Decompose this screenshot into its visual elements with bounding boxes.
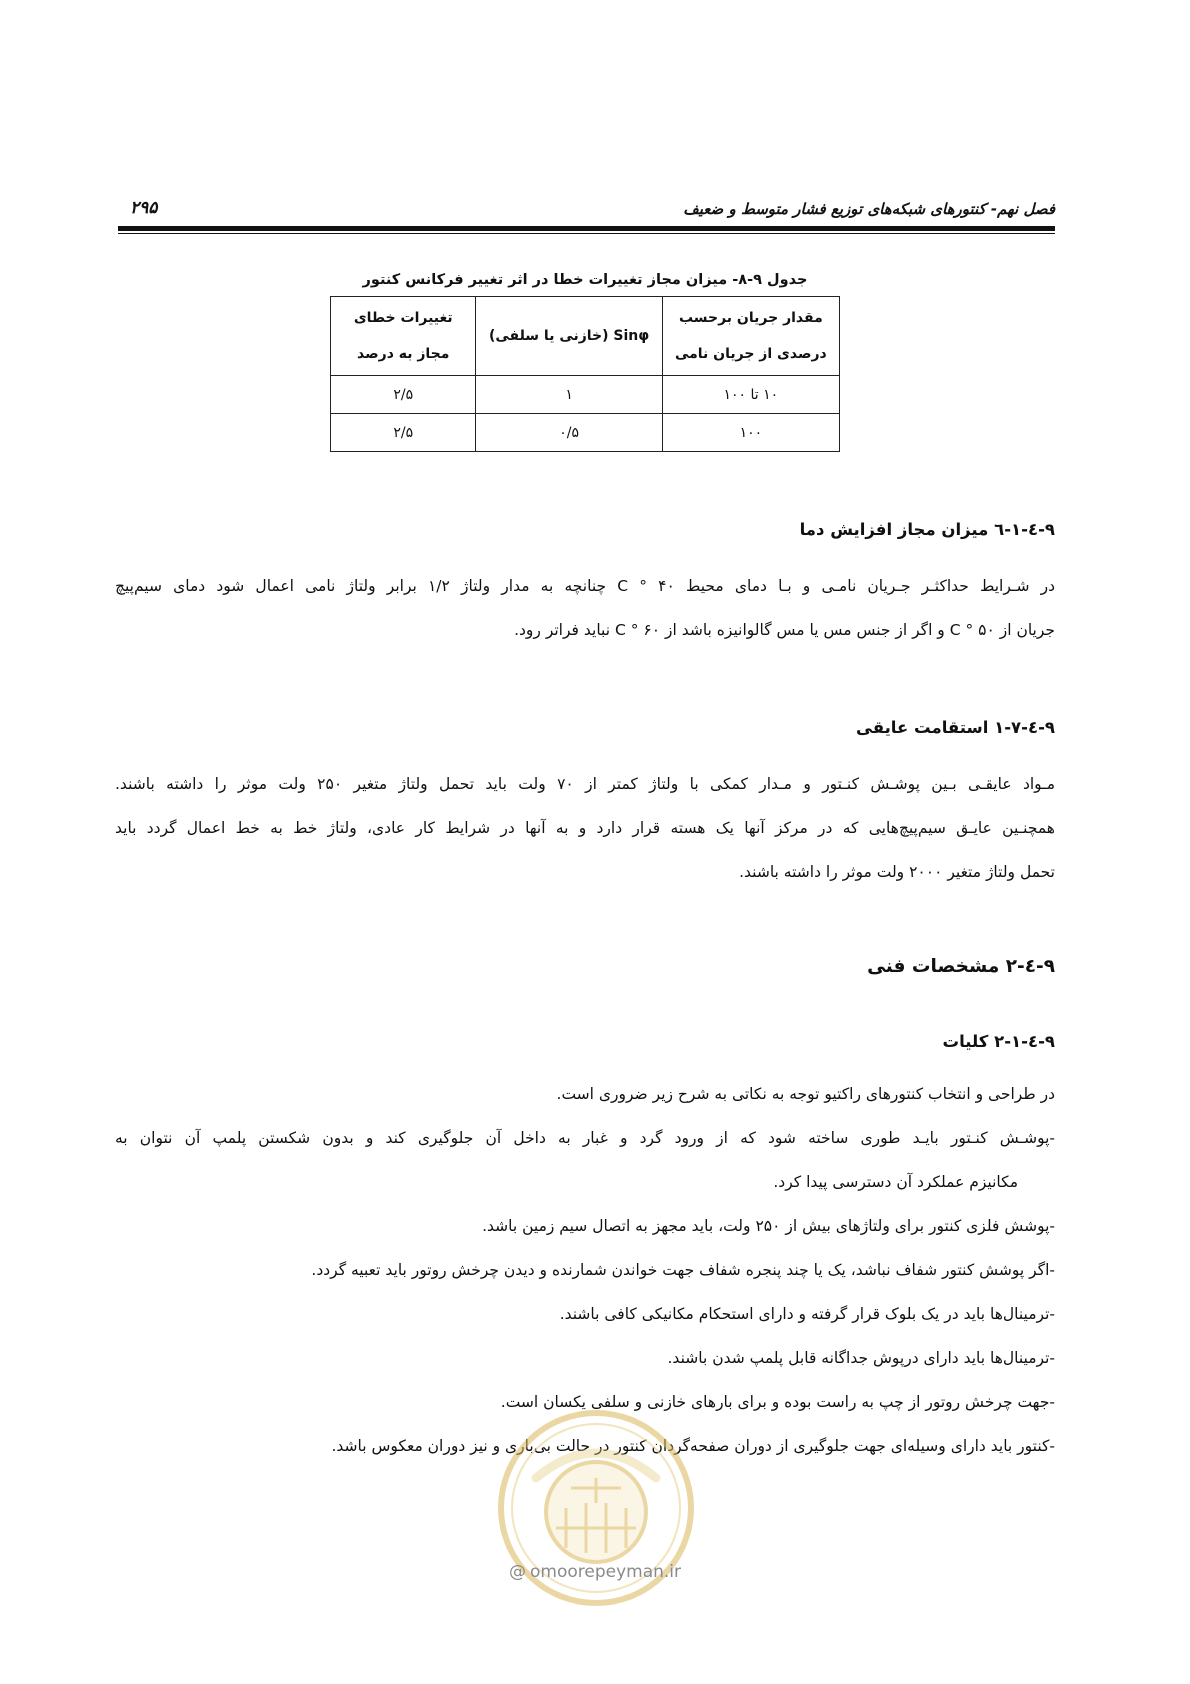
page-number: ۲۹۵ bbox=[130, 198, 158, 218]
section-heading-temperature-rise: ۹-٤-۱-٦ میزان مجاز افزایش دما bbox=[799, 520, 1055, 539]
general-intro: در طراحی و انتخاب کنتورهای راکتیو توجه به نکاتی به شرح زیر ضروری است. bbox=[556, 1085, 1055, 1103]
table-header-cell bbox=[476, 297, 662, 376]
header-line: Sinφ (خازنی یا سلفی) bbox=[488, 328, 650, 344]
table-cell: ۱۰۰ bbox=[662, 414, 839, 452]
bullet-metal-cover: -پوشش فلزی کنتور برای ولتاژهای بیش از ۲۵۰ ولت، باید مجهز به اتصال سیم زمین باشد. bbox=[482, 1217, 1055, 1235]
table-caption: جدول ۹-۸- میزان مجاز تغییرات خطا در اثر تغییر فرکانس کنتور bbox=[362, 272, 808, 288]
paragraph-line: همچنـین عایـق سیم‌پیچ‌هایی که در مرکز آنها یک هسته قرار دارد و به آنها در شرایط کار عادی، ولتاژ خط به خط اعمال گردد باید bbox=[115, 819, 1055, 837]
bullet-rotor-direction: -جهت چرخش روتور از چپ به راست بوده و برای بارهای خازنی و سلفی یکسان است. bbox=[500, 1393, 1055, 1411]
bullet-transparent-window: -اگر پوشش کنتور شفاف نباشد، یک یا چند پنجره شفاف جهت خواندن شمارنده و دیدن چرخش روتور باید تعبیه گردد. bbox=[311, 1261, 1055, 1279]
paragraph-line: مـواد عایقـی بـین پوشـش کنـتور و مـدار کمکی با ولتاژ کمتر از ۷۰ ولت باید تحمل ولتاژ متغیر ۲۵۰ ولت موثر را داشته باشند. bbox=[115, 775, 1056, 793]
table-header-cell bbox=[662, 297, 839, 376]
chapter-title: فصل نهم- کنتورهای شبکه‌های توزیع فشار متوسط و ضعیف bbox=[683, 200, 1055, 218]
table-row bbox=[331, 376, 840, 414]
paragraph-temperature-rise bbox=[115, 564, 1055, 652]
table-cell: ۲/۵ bbox=[331, 376, 476, 414]
bullet-terminal-cover: -ترمینال‌ها باید دارای درپوش جداگانه قابل پلمپ شدن باشند. bbox=[667, 1349, 1055, 1367]
header-line: مقدار جریان برحسب bbox=[678, 310, 823, 326]
bullet-cover-line1: -پوشـش کنـتور بایـد طوری ساخته شود که از ورود گرد و غبار به داخل آن جلوگیری کند و بدون شکستن پلمپ آن نتوان به bbox=[115, 1129, 1055, 1147]
table-header-cell bbox=[331, 297, 476, 376]
table-cell: ۱ bbox=[476, 376, 662, 414]
section-heading-technical-specs: ۹-٤-۲ مشخصات فنی bbox=[867, 956, 1055, 977]
table-cell: ۲/۵ bbox=[331, 414, 476, 452]
section-heading-insulation: ۹-٤-۱-۷ استقامت عایقی bbox=[856, 718, 1055, 737]
frequency-error-table bbox=[330, 296, 840, 452]
bullet-cover-line2: مکانیزم عملکرد آن دسترسی پیدا کرد. bbox=[773, 1173, 1018, 1191]
paragraph-insulation bbox=[115, 762, 1055, 894]
watermark-url-text: omoorepeyman.ir bbox=[529, 1562, 682, 1582]
header-line: مجاز به درصد bbox=[357, 346, 450, 362]
header-rule bbox=[118, 226, 1055, 231]
paragraph-line: جریان از C ° ۵۰ و اگر از جنس مس یا مس گالوانیزه باشد از C ° ۶۰ نباید فراتر رود. bbox=[514, 621, 1055, 639]
table-cell: ۰/۵ bbox=[476, 414, 662, 452]
watermark-url bbox=[0, 1562, 1190, 1582]
section-heading-general: ۹-٤-۲-۱ کلیات bbox=[942, 1032, 1055, 1051]
bullet-terminal-block: -ترمینال‌ها باید در یک بلوک قرار گرفته و دارای استحکام مکانیکی کافی باشند. bbox=[559, 1305, 1055, 1323]
at-symbol-icon: @ bbox=[508, 1562, 526, 1582]
table-row bbox=[331, 414, 840, 452]
paragraph-line: تحمل ولتاژ متغیر ۲۰۰۰ ولت موثر را داشته باشند. bbox=[739, 863, 1055, 881]
header-line: درصدی از جریان نامی bbox=[674, 346, 827, 362]
header-rule-thin bbox=[118, 233, 1055, 234]
table-cell: ۱۰ تا ۱۰۰ bbox=[662, 376, 839, 414]
bullet-reverse-prevention: -کنتور باید دارای وسیله‌ای جهت جلوگیری از دوران صفحه‌گردان کنتور در حالت بی‌باری و نیز دوران معکوس باشد. bbox=[331, 1437, 1055, 1455]
table-header-row bbox=[331, 297, 840, 376]
header-line: تغییرات خطای bbox=[353, 310, 453, 326]
paragraph-line: در شـرایط حداکثـر جـریان نامـی و بـا دمای محیط C ° ۴۰ چنانچه به مدار ولتاژ ۱/۲ برابر ولتاژ نامی اعمال شود دمای سیم‌پیچ bbox=[115, 577, 1055, 595]
